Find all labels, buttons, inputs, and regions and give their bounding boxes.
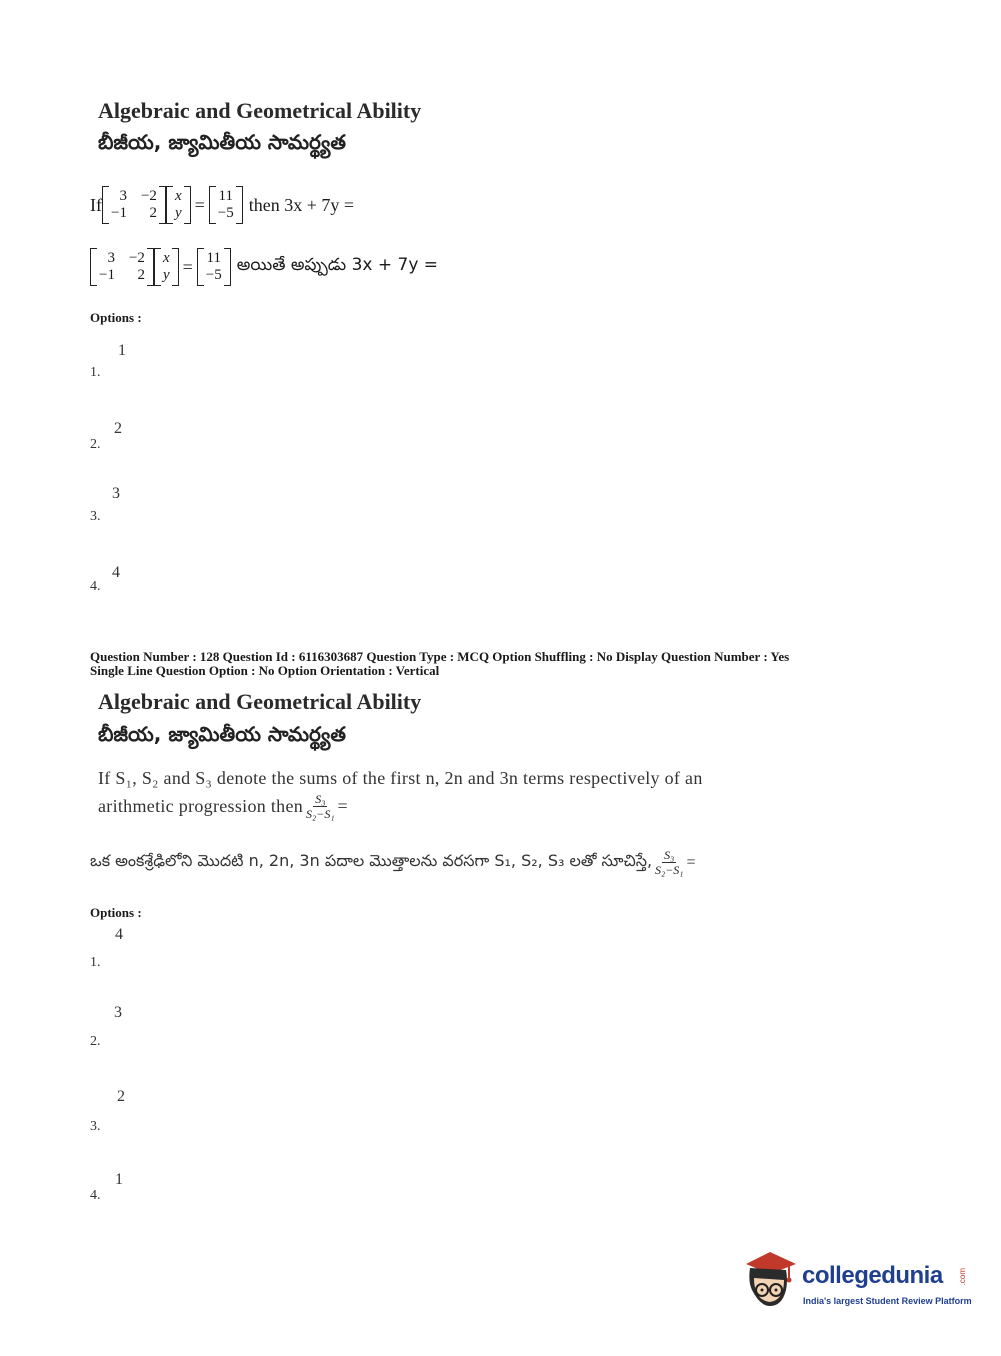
q2-option-4-value[interactable]: 1: [115, 1171, 123, 1188]
fraction-denominator: S₂−S₁: [306, 807, 335, 821]
q1-options-label: Options :: [90, 310, 142, 325]
matrix-cell: 2: [137, 267, 145, 283]
q1-question-te: 3 −2 −1 2 x y = 11 −5 అయితే అప్పుడు 3x + 7y =: [90, 248, 438, 286]
q2-section-title-telugu: బీజీయ, జ్యామితీయ సామర్థ్యత: [98, 722, 346, 746]
q1-option-2-number: 2.: [90, 437, 101, 452]
q2-option-4-number: 4.: [90, 1188, 101, 1203]
q1-vector-x: [166, 186, 191, 224]
logo-brand-suffix: .com: [958, 1268, 967, 1286]
q2-options-label: Options :: [90, 905, 142, 920]
q1-section-title: Algebraic and Geometrical Ability: [98, 98, 422, 123]
q2-option-1-number: 1.: [90, 955, 101, 970]
student-mascot-icon: [740, 1250, 798, 1312]
collegedunia-logo: [740, 1250, 970, 1320]
q2-option-2-value[interactable]: 3: [114, 1004, 122, 1021]
vector-cell: 11: [206, 250, 221, 266]
vector-cell: y: [174, 205, 182, 221]
q1-option-3-number: 3.: [90, 509, 101, 524]
logo-brand-name: collegedunia: [802, 1262, 943, 1289]
matrix-cell: −2: [128, 250, 145, 266]
matrix-cell: −1: [99, 267, 115, 283]
vector-cell: y: [162, 267, 170, 283]
q2-fraction: [306, 792, 334, 821]
q1-option-4-number: 4.: [90, 579, 101, 594]
q2-equals: =: [337, 796, 348, 816]
vector-cell: −5: [217, 205, 234, 221]
q2-question-line-2-text: arithmetic progression then: [98, 796, 304, 816]
q2-question-telugu-text: ఒక అంకశ్రేఢిలోని మొదటి n, 2n, 3n పదాల మొత్తాలను వరసగా S₁, S₂, S₃ లతో సూచిస్తే,: [90, 851, 653, 870]
q2-option-3-value[interactable]: 2: [117, 1088, 125, 1105]
fraction-denominator: S₂−S₁: [655, 863, 684, 877]
q2-question-line-1: If S₁, S₂ and S₃ denote the sums of the first n, 2n and 3n terms respectively of an: [98, 768, 703, 788]
matrix-cell: 3: [119, 188, 127, 204]
fraction-numerator: S₃: [664, 848, 675, 862]
q2-option-1-value[interactable]: 4: [115, 926, 123, 943]
q1-then-text: then 3x + 7y =: [248, 194, 355, 215]
q2-meta-line-2: Single Line Question Option : No Option Orientation : Vertical: [90, 663, 440, 678]
q1-option-1-value[interactable]: 1: [118, 342, 126, 359]
matrix-cell: 3: [107, 250, 115, 266]
vector-cell: x: [162, 250, 170, 266]
q1-matrix-a-te: [90, 248, 154, 286]
q1-option-4-value[interactable]: 4: [112, 564, 120, 581]
q1-if-word: If: [90, 194, 102, 215]
matrix-cell: 2: [149, 205, 157, 221]
matrix-cell: −1: [111, 205, 127, 221]
q2-option-2-number: 2.: [90, 1034, 101, 1049]
q1-vector-b: [209, 186, 243, 224]
q1-matrix-a: [102, 186, 166, 224]
q1-option-1-number: 1.: [90, 365, 101, 380]
q2-equals-te: =: [686, 853, 696, 871]
q2-fraction-te: [655, 848, 683, 877]
q2-question-telugu: [90, 848, 696, 877]
q1-option-2-value[interactable]: 2: [114, 420, 122, 437]
logo-tagline: India's largest Student Review Platform: [803, 1296, 972, 1306]
vector-cell: −5: [205, 267, 222, 283]
vector-cell: x: [174, 188, 182, 204]
q1-then-text-telugu: అయితే అప్పుడు 3x + 7y =: [236, 255, 439, 275]
matrix-cell: −2: [140, 188, 157, 204]
fraction-numerator: S₃: [315, 792, 326, 806]
q2-option-3-number: 3.: [90, 1119, 101, 1134]
q2-section-title: Algebraic and Geometrical Ability: [98, 689, 422, 714]
vector-cell: 11: [218, 188, 233, 204]
q2-meta-line-1: Question Number : 128 Question Id : 6116303687 Question Type : MCQ Option Shuffling : No Display Question Number : Yes: [90, 649, 790, 664]
q1-vector-x-te: [154, 248, 179, 286]
q1-section-title-telugu: బీజీయ, జ్యామితీయ సామర్థ్యత: [98, 130, 346, 154]
q1-vector-b-te: [197, 248, 231, 286]
q1-question-en: If 3 −2 −1 2 x y = 11 −5 then 3x + 7y =: [90, 186, 354, 224]
q1-option-3-value[interactable]: 3: [112, 485, 120, 502]
q2-question-line-2: [98, 792, 348, 821]
